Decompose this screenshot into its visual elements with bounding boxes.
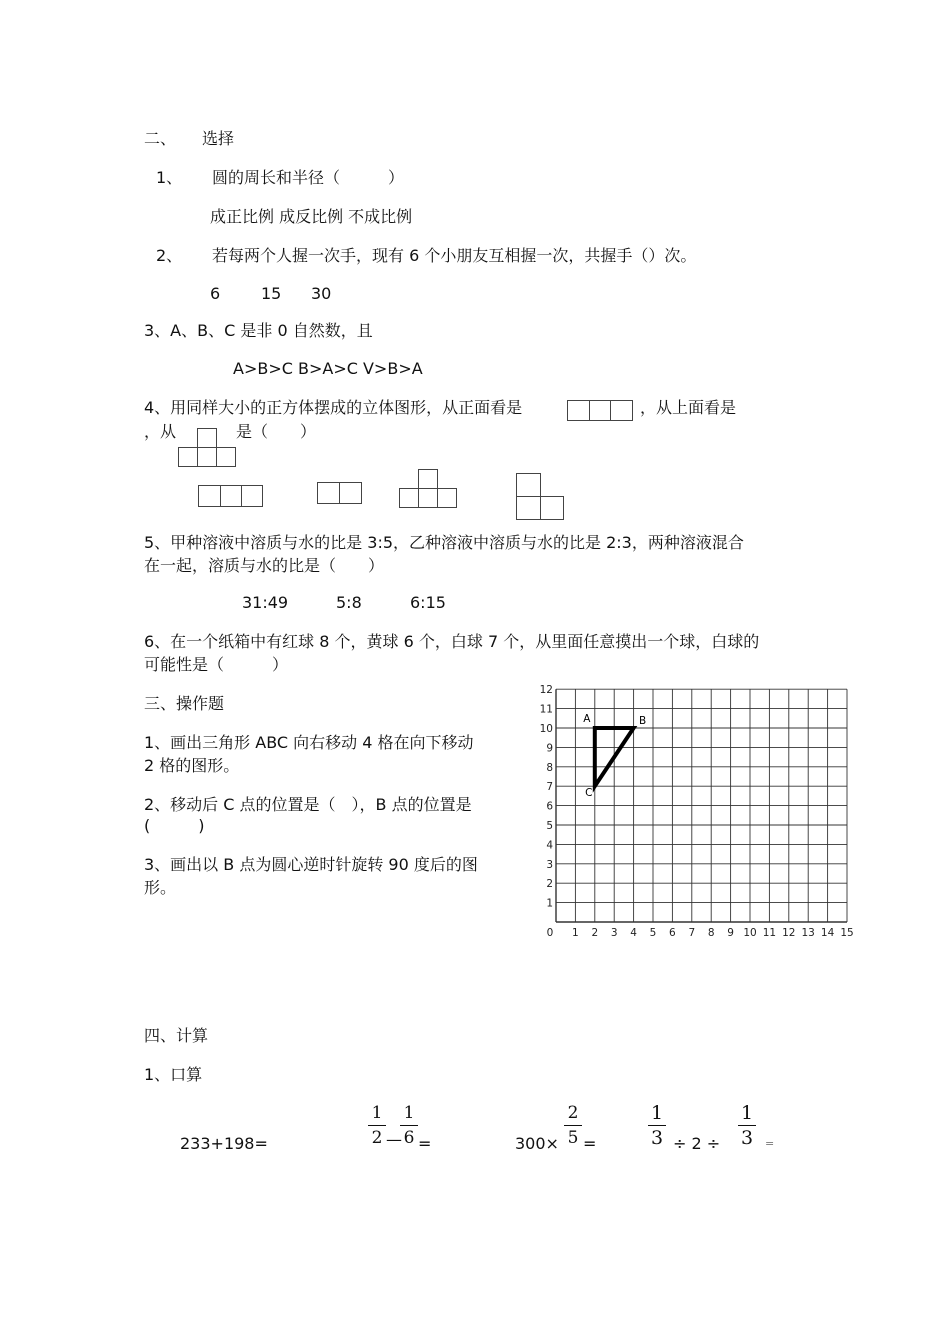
op-q2-line2: ( ) — [144, 816, 205, 835]
q5-line1: 5、甲种溶液中溶质与水的比是 3:5，乙种溶液中溶质与水的比是 2:3，两种溶液混合 — [144, 533, 744, 552]
x-tick-label: 2 — [591, 927, 599, 939]
q6-line1: 6、在一个纸箱中有红球 8 个，黄球 6 个，白球 7 个，从里面任意摸出一个球，白球的 — [144, 632, 760, 651]
section3-title: 三、操作题 — [144, 694, 225, 713]
q2-option-3: 30 — [311, 284, 332, 303]
expr-1: 233+198= — [180, 1134, 268, 1153]
point-label-c: C — [585, 787, 593, 800]
x-tick-label: 14 — [820, 927, 835, 939]
expr-3-fraction: 2 5 — [564, 1103, 582, 1148]
op-q1-line2: 2 格的图形。 — [144, 756, 240, 775]
q5-option-1: 31:49 — [242, 593, 289, 612]
q5-option-3: 6:15 — [410, 593, 446, 612]
x-tick-label: 13 — [801, 927, 815, 939]
y-tick-label: 9 — [546, 742, 553, 755]
q6-line2: 可能性是（ ） — [144, 655, 289, 674]
y-tick-label: 7 — [546, 781, 553, 794]
x-tick-label: 7 — [688, 927, 696, 939]
q2-option-1: 6 — [210, 284, 221, 303]
y-tick-label: 11 — [539, 703, 553, 716]
q3-text: 3、A、B、C 是非 0 自然数，且 — [144, 321, 373, 340]
x-tick-label: 15 — [840, 927, 854, 939]
y-tick-label: 2 — [546, 878, 553, 891]
x-tick-label: 10 — [743, 927, 757, 939]
expr-2-operator: — — [386, 1130, 402, 1149]
x-tick-label: 12 — [782, 927, 796, 939]
expr-3-prefix: 300× — [515, 1134, 559, 1153]
section2-title: 选择 — [202, 129, 235, 148]
q1-text: 圆的周长和半径（ ） — [212, 168, 405, 187]
y-tick-label: 5 — [546, 820, 553, 832]
q4-text: 4、用同样大小的正方体摆成的立体图形，从正面看是 — [144, 398, 523, 417]
x-tick-label: 1 — [572, 927, 579, 939]
x-tick-label: 11 — [762, 927, 777, 939]
expr-2-fraction-2: 1 6 — [400, 1103, 418, 1148]
q2-number: 2、 — [156, 246, 183, 265]
op-q1-line1: 1、画出三角形 ABC 向右移动 4 格在向下移动 — [144, 733, 474, 752]
q2-text: 若每两个人握一次手，现有 6 个小朋友互相握一次，共握手（）次。 — [212, 246, 697, 265]
y-tick-label: 6 — [546, 800, 553, 813]
point-label-a: A — [583, 713, 591, 725]
section2-number: 二、 — [144, 129, 177, 148]
expr-4-fraction-1: 1 3 — [648, 1103, 666, 1148]
q4-text-d: 是（ ） — [236, 422, 317, 441]
expr-2-fraction-1: 1 2 — [368, 1103, 386, 1148]
y-tick-label: 3 — [546, 858, 553, 871]
q5-option-2: 5:8 — [336, 593, 362, 612]
y-tick-label: 1 — [546, 897, 553, 910]
x-tick-label: 9 — [727, 927, 734, 939]
y-tick-label: 4 — [546, 839, 553, 852]
q2-option-2: 15 — [261, 284, 282, 303]
q4-text-b: ，从上面看是 — [640, 398, 737, 417]
expr-4-fraction-2: 1 3 — [738, 1103, 756, 1148]
op-q2-line1: 2、移动后 C 点的位置是（ ），B 点的位置是 — [144, 795, 472, 814]
q4-text-c: ，从 — [144, 422, 177, 441]
op-q3-line1: 3、画出以 B 点为圆心逆时针旋转 90 度后的图 — [144, 855, 478, 874]
y-tick-label: 8 — [546, 761, 553, 774]
x-tick-label: 4 — [630, 927, 637, 939]
x-tick-label: 0 — [546, 927, 554, 939]
expr-3-equals: = — [583, 1134, 597, 1153]
x-tick-label: 8 — [707, 927, 715, 939]
q3-options: A>B>C B>A>C V>B>A — [233, 359, 423, 378]
op-q3-line2: 形。 — [144, 878, 177, 897]
x-tick-label: 3 — [610, 927, 618, 939]
point-label-b: B — [638, 715, 647, 727]
x-tick-label: 5 — [649, 927, 657, 939]
q1-options: 成正比例 成反比例 不成比例 — [210, 207, 413, 226]
oral-calc-title: 1、口算 — [144, 1065, 203, 1084]
q1-number: 1、 — [156, 168, 183, 187]
coordinate-grid — [530, 680, 860, 945]
expr-4-equals: = — [765, 1137, 775, 1150]
y-tick-label: 10 — [539, 723, 553, 735]
y-tick-label: 12 — [539, 684, 553, 697]
x-tick-label: 6 — [669, 927, 676, 939]
expr-4-middle: ÷ 2 ÷ — [673, 1134, 721, 1153]
q5-line2: 在一起，溶质与水的比是（ ） — [144, 556, 385, 575]
section4-title: 四、计算 — [144, 1026, 209, 1045]
expr-2-equals: = — [418, 1134, 432, 1153]
